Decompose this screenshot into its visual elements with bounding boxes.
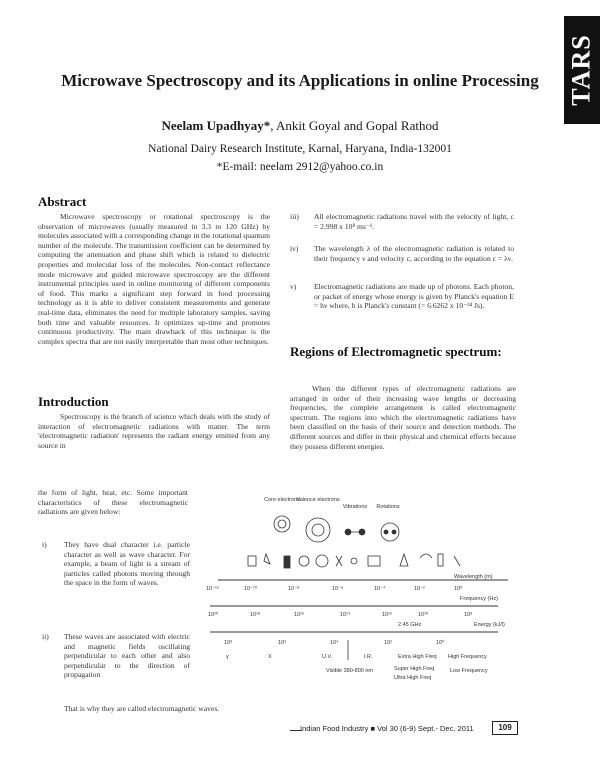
list-item-number: iv) (290, 244, 299, 253)
spectrum-regions (226, 654, 487, 660)
list-item (290, 282, 516, 332)
regions-text: When the different types of electromagnetic radiations are arranged in order of their increasing wave lengths or decreasing frequencies, the complete arrangement is called electromagnetic spectrum. The regions into which the electromagnetic radiations have been classified on the basis of their source and detection methods. The different sources and differ in their physical and chemical effects because they possess different energies. (290, 384, 516, 451)
region-label: γ (226, 654, 229, 660)
section-tab (564, 16, 600, 124)
low-frequency-label: Low Frequency (450, 668, 488, 674)
list-item (290, 244, 516, 274)
energy-tick: 10² (384, 640, 392, 646)
list-item-text: The wavelength λ of the electromagnetic radiation is related to their frequency ν and velocity c, according to the equation c = λν. (314, 244, 514, 263)
rotations-label: Rotations (376, 504, 400, 510)
region-label: High Frequency (448, 654, 487, 660)
energy-tick: 10⁴ (330, 640, 339, 646)
list-item-number: v) (290, 282, 297, 291)
affiliation: National Dairy Research Institute, Karnal, Haryana, India-132001 (148, 143, 452, 155)
email: *E-mail: neelam 2912@yahoo.co.in (216, 161, 384, 173)
introduction-paragraph: Spectroscopy is the branch of science which deals with the study of interaction of electromagnetic radiations with matter. The term 'electromagnetic radiation' represents the radiant energy emitted from any source in (38, 412, 270, 450)
frequency-ticks (208, 611, 472, 618)
frequency-tick: 10¹⁶ (294, 612, 305, 618)
energy-tick: 10⁸ (224, 640, 233, 646)
wavelength-tick: 10⁻⁶ (332, 586, 344, 592)
core-electrons-label: Core electrons (264, 497, 300, 503)
list-item (42, 632, 192, 712)
introduction-tail: That is why they are called electromagnetic waves. (64, 704, 220, 713)
region-label: X (268, 654, 272, 660)
frequency-tick: 10⁸ (464, 612, 473, 618)
source-icons (248, 554, 460, 568)
regions-heading: Regions of Electromagnetic spectrum: (290, 344, 502, 359)
page-number: 109 (492, 721, 518, 735)
energy-tick: 10⁶ (278, 640, 287, 646)
em-spectrum-diagram (206, 492, 518, 712)
wavelength-tick: 10⁻² (414, 586, 425, 592)
wavelength-tick: 10⁻¹² (206, 586, 219, 592)
section-tab-label: TARS (567, 34, 596, 106)
wavelength-tick: 10⁰ (454, 586, 463, 592)
wavelength-label: Wavelength (m) (454, 574, 493, 580)
frequency-label: Frequency (Hz) (460, 596, 498, 602)
energy-tick: 10⁰ (436, 640, 445, 646)
list-item-text: All electromagnetic radiations travel with the velocity of light, c = 2.998 x 10⁸ ms⁻¹. (314, 212, 514, 231)
region-label: Extra High Freq (398, 654, 437, 660)
list-item-text: These waves are associated with electric and magnetic fields oscillating perpendicular to each other and also perpendicular to the direction of propagation (64, 632, 190, 680)
footer-text: Indian Food Industry ■ Vol 30 (6-9) Sept.- Dec. 2011 (300, 724, 474, 733)
molecule-icon (306, 518, 330, 542)
list-item-number: ii) (42, 632, 49, 641)
frequency-tick: 10¹² (382, 612, 392, 618)
list-item-text: Electromagnetic radiations are made up of photons. Each photon, or packet of energy whose energy is given by Planck's equation E = hν where, h is Planck's constant (= 6.6262 x 10⁻³⁴ Js). (314, 282, 514, 311)
region-label: I.R. (364, 654, 373, 660)
wavelength-tick: 10⁻⁸ (288, 586, 300, 592)
rotation-icon (381, 523, 399, 541)
super-high-freq-label: Super High Freq (394, 666, 435, 672)
ultra-high-freq-label: Ultra High Freq (394, 675, 432, 681)
valence-electrons-label: Valence electrons (296, 497, 340, 503)
list-item-number: iii) (290, 212, 299, 221)
abstract-heading: Abstract (38, 194, 87, 209)
abstract-text: Microwave spectroscopy or rotational spectroscopy is the observation of microwaves (usually measured in 3.3 to 120 GHz) by molecules associated with a corresponding change in the rotational quantum number of the molecule. The transmission coefficient can be determined by computing the attenuation and phase shift which is related to dielectric properties and molecular loss of the molecules. Non-contact reflectance mode microwave and guided microwave spectroscopy are the different instrumental principles used in online monitoring of different components of food. This marks a significant step forward in food processing technology as it is able to deliver consistent measurements and generate real-time data, eliminates the need for multiple laboratory samples, saving both time and valuable resources. It optimizes up-time and promotes continuous productivity. The main drawback of this technique is the complex spectra that are not easily interpretable than most other techniques. (38, 212, 270, 346)
visible-label: Visible 380-800 nm (326, 668, 373, 674)
atom-icon (274, 516, 290, 532)
frequency-tick: 10¹⁴ (340, 612, 351, 618)
energy-ticks (224, 639, 445, 646)
frequency-marker: 2.45 GHz (398, 622, 422, 628)
region-label: U.V. (322, 654, 333, 660)
wavelength-ticks (206, 585, 463, 592)
author-line (40, 118, 560, 134)
introduction-paragraph-2: the form of light, heat, etc. Some important characteristics of these electromagnetic radiations are given below: (38, 488, 188, 517)
vibrations-label: Vibrations (342, 504, 368, 510)
frequency-tick: 10²⁰ (208, 612, 219, 618)
co-authors: , Ankit Goyal and Gopal Rathod (270, 118, 439, 133)
list-item (42, 540, 192, 600)
vibration-icon (345, 529, 365, 535)
energy-label: Energy (kJ/l) (474, 622, 505, 628)
article-title: Microwave Spectroscopy and its Applications in online Processing (61, 71, 539, 90)
frequency-tick: 10¹⁸ (250, 612, 261, 618)
frequency-tick: 10¹⁰ (418, 612, 429, 618)
list-item-number: i) (42, 540, 47, 549)
wavelength-tick: 10⁻⁴ (374, 586, 386, 592)
lead-author: Neelam Upadhyay* (161, 118, 271, 133)
list-item-text: They have dual character i.e. particle character as well as wave character. For example, a beam of light is a stream of particles called photons moving through the space in the form of waves. (64, 540, 190, 588)
wavelength-tick: 10⁻¹⁰ (244, 586, 258, 592)
list-item (290, 212, 516, 242)
introduction-heading: Introduction (38, 394, 109, 409)
